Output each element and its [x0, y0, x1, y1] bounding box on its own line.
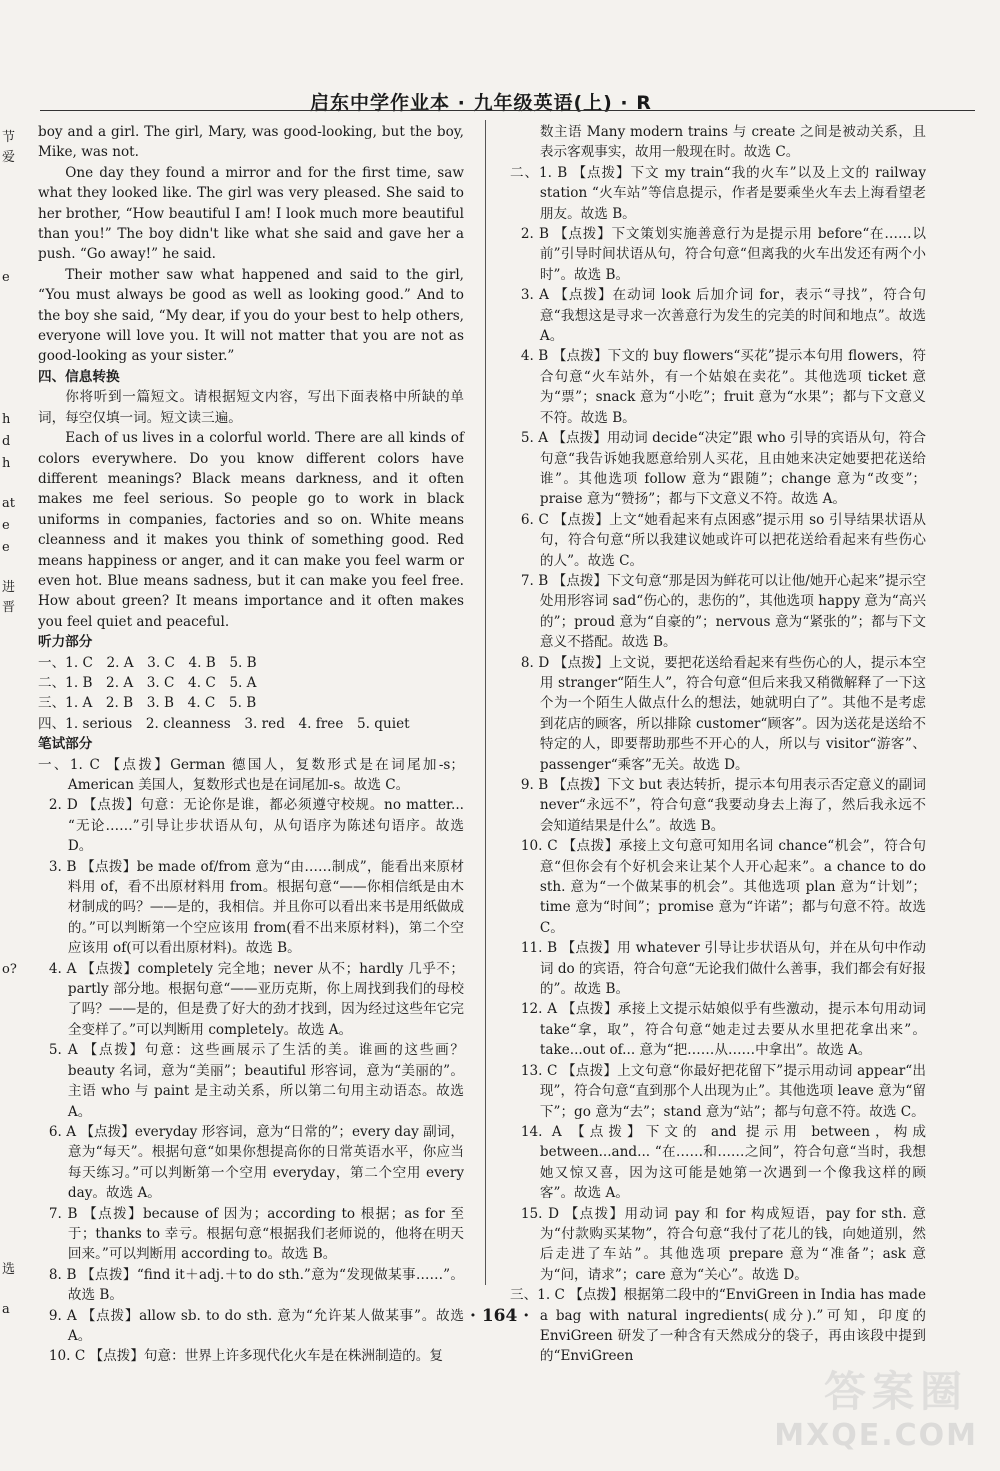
margin-char: 爱: [2, 150, 16, 165]
margin-char: h: [2, 412, 11, 427]
explanation-item: 8. B 【点拨】“find it＋adj.＋to do sth.”意为“发现做某事……”。故选 B。: [48, 1266, 464, 1304]
left-column: [38, 122, 464, 1367]
explanation-item: 二、1. B 【点拨】下文 my train“我的火车”以及上文的 railway station “火车站”等信息提示，作者是要乘坐火车去上海看望老朋友。故选 B。: [510, 164, 926, 222]
explanation-item: 13. C 【点拨】上文句意“你最好把花留下”提示用动词 appear“出现”，符合句意“直到那个人出现为止”。其他选项 leave 意为“留下”；go 意为“去”；stand 意为“站”；都与句意不符。故选 C。: [520, 1062, 926, 1120]
explanation-item: 一、1. C 【点拨】German 德国人，复数形式是在词尾加-s；American 美国人，复数形式也是在词尾加-s。故选 C。: [38, 756, 464, 793]
page-header: [0, 80, 1000, 114]
page-number: · 164 ·: [470, 1306, 530, 1326]
explanation-item: 3. B 【点拨】be made of/from 意为“由……制成”，能看出来原材料用 of，看不出原材料用 from。根据句意“——你相信纸是由木材制成的吗？——是的，我相信。并且你可以看出来书是用纸做成的。”可以判断第一个空应该用 from(看不出来原材料)，第二个空应该用 of(可以看出原材料)。故选 B。: [48, 858, 464, 957]
explanation-item: 4. B 【点拨】下文的 buy flowers“买花”提示本句用 flowers，符合句意“火车站外，有一个姑娘在卖花”。其他选项 ticket 意为“票”；snack 意为“小吃”；fruit 意为“水果”；都与下文意义不符。故选 B。: [520, 348, 926, 426]
watermark-logo: [774, 1363, 986, 1459]
watermark-text: 答案圈: [823, 1367, 968, 1416]
explanation-item: 3. A 【点拨】在动词 look 后加介词 for，表示“寻找”，符合句意“我想这是寻求一次善意行为发生的完美的时间和地点”。故选 A。: [520, 287, 926, 345]
margin-char: o?: [2, 962, 17, 977]
watermark-url: MXQE.COM: [774, 1418, 978, 1453]
explanation-item: 5. A 【点拨】用动词 decide“决定”跟 who 引导的宾语从句，符合句意“我告诉她我愿意给别人买花，且由她来决定她要把花送给谁”。其他选项 follow 意为“跟随”；change 意为“改变”；praise 意为“赞扬”；都与下文意义不符。故选 A。: [520, 430, 926, 508]
explanation-item: 12. A 【点拨】承接上文提示姑娘似乎有些激动，提示本句用动词 take“拿，取”，符合句意“她走过去要从水里把花拿出来”。take...out of... 意为“把……从……中拿出”。故选 A。: [520, 1001, 926, 1059]
explanation-item: 9. B 【点拨】下文 but 表达转折，提示本句用表示否定意义的副词 never“永远不”，符合句意“我要动身去上海了，然后我永远不会知道结果是什么”。故选 B。: [520, 777, 926, 834]
explanation-item: 14. A 【点拨】下文的 and 提示用 between，构成 between...and... “在……和……之间”，符合句意“当时，我想她又惊又喜，因为这可能是她第一次遇到一个像我这样的顾客”。故选 A。: [520, 1123, 926, 1202]
explanation-item: 9. A 【点拨】allow sb. to do sth. 意为“允许某人做某事”。故选 A。: [48, 1307, 464, 1344]
margin-char: 晋: [2, 600, 16, 615]
explanation-item: 15. D 【点拨】用动词 pay 和 for 构成短语，pay for sth. 意为“付款购买某物”，符合句意“我付了花儿的钱，向她道别，然后走进了车站”。其他选项 prepare 意为“准备”；ask 意为“问，请求”；care 意为“关心”。故选 D。: [520, 1205, 926, 1283]
margin-char: at: [2, 496, 15, 511]
right-column: [510, 122, 926, 1367]
explanation-item: 5. A 【点拨】句意：这些画展示了生活的美。谁画的这些画？beauty 名词，意为“美丽”；beautiful 形容词，意为“美丽的”。主语 who 与 paint 是主动关系，所以第二句用主动语态。故选 A。: [48, 1042, 464, 1120]
explanation-item: 10. C 【点拨】句意：世界上许多现代化火车是在株洲制造的。复: [48, 1348, 443, 1365]
column-divider: [485, 120, 486, 1285]
explanation-item: 7. B 【点拨】because of 因为；according to 根据；as for 至于；thanks to 幸亏。根据句意“根据我们老师说的，他将在明天回来。”可以判断用 according to。故选 B。: [48, 1205, 464, 1263]
passage-paragraph: One day they found a mirror and for the first time, saw what they looked like. The girl was very pleased. She said to her brother, “How beautiful I am! I look much more beautiful than you!” The boy didn't like what she said and gave her a push. “Go away!” he said.: [38, 164, 464, 263]
margin-char: d: [2, 434, 11, 449]
explanation-continuation: 数主语 Many modern trains 与 create 之间是被动关系，且表示客观事实，故用一般现在时。故选 C。: [539, 124, 926, 161]
margin-char: h: [2, 456, 11, 471]
margin-char: a: [2, 1302, 10, 1317]
explanation-item: 2. B 【点拨】下文策划实施善意行为是提示用 before“在……以前”引导时间状语从句，符合句意“但离我的火车出发还有两个小时”。故选 B。: [520, 226, 926, 283]
passage-paragraph: Their mother saw what happened and said to the girl, “You must always be good as well as looking good.” And to the boy she said, “My dear, if you do your best to help others, everyone will love you. It will not matter that you are not as good-looking as your sister.”: [38, 266, 464, 365]
margin-char: 进: [2, 580, 16, 595]
explanation-item: 8. D 【点拨】上文说，要把花送给看起来有些伤心的人，提示本空用 stranger“陌生人”，符合句意“但后来我又稍微解释了一下这个为一个陌生人做点什么的想法，她就明白了”。其他不是考虑到花店的顾客，所以排除 customer“顾客”。因为送花是送给不特定的人，即要帮助那些不开心的人，所以与 visitor“游客”、passenger“乘客”无关。故选 D。: [520, 654, 926, 773]
section-title: 听力部分: [38, 634, 93, 651]
margin-char: e: [2, 270, 10, 285]
explanation-item: 10. C 【点拨】承接上文句意可知用名词 chance“机会”，符合句意“但你会有个好机会来让某个人开心起来”。a chance to do sth. 意为“一个做某事的机会”。其他选项 plan 意为“计划”；time 意为“时间”；promise 意为“许诺”；都与句意不符。故选 C。: [520, 838, 926, 936]
explanation-item: 6. A 【点拨】everyday 形容词，意为“日常的”；every day 副词，意为“每天”。根据句意“如果你想提高你的日常英语水平，你应当每天练习。”可以判断第一个空用 everyday，第二个空用 every day。故选 A。: [48, 1123, 464, 1202]
answer-line: 三、1. A 2. B 3. B 4. C 5. B: [38, 695, 257, 712]
explanation-item: 2. D 【点拨】句意：无论你是谁，都必须遵守校规。no matter... “无论……”引导让步状语从句，从句语序为陈述句语序。故选 D。: [48, 797, 464, 855]
explanation-item: 6. C 【点拨】上文“她看起来有点困惑”提示用 so 引导结果状语从句，符合句意“所以我建议她或许可以把花送给看起来有些伤心的人”。故选 C。: [520, 511, 926, 569]
section-instructions: 你将听到一篇短文。请根据短文内容，写出下面表格中所缺的单词，每空仅填一词。短文读三遍。: [38, 389, 464, 426]
explanation-item: 三、1. C 【点拨】根据第二段中的“EnviGreen in India has made a bag with natural ingredients(成分).”可知，印度的 EnviGreen 研发了一种含有天然成分的袋子，再由该段中提到的“EnviGreen: [510, 1287, 926, 1365]
margin-char: 选: [2, 1262, 16, 1277]
section-title: 笔试部分: [38, 736, 93, 753]
answer-line: 二、1. B 2. A 3. C 4. C 5. A: [38, 674, 257, 691]
margin-char: 节: [2, 130, 16, 145]
section-title: 四、信息转换: [38, 368, 120, 385]
margin-char: e: [2, 518, 10, 533]
answer-line: 一、1. C 2. A 3. C 4. B 5. B: [38, 654, 257, 671]
header-rule: [40, 110, 975, 111]
answer-line: 四、1. serious 2. cleanness 3. red 4. free 5. quiet: [38, 715, 410, 732]
explanation-item: 4. A 【点拨】completely 完全地；never 从不；hardly 几乎不；partly 部分地。根据句意“——亚历克斯，你上周找到我们的母校了吗？——是的，但是费了好大的劲才找到，因为经过这些年它完全变样了。”可以判断用 completely。故选 A。: [48, 960, 464, 1038]
passage-paragraph: boy and a girl. The girl, Mary, was good-looking, but the boy, Mike, was not.: [38, 124, 464, 161]
explanation-item: 11. B 【点拨】用 whatever 引导让步状语从句，并在从句中作动词 do 的宾语，符合句意“无论我们做什么善事，我们都会有好报的”。故选 B。: [520, 940, 926, 998]
margin-char: e: [2, 540, 10, 555]
explanation-item: 7. B 【点拨】下文句意“那是因为鲜花可以让他/她开心起来”提示空处用形容词 sad“伤心的，悲伤的”，其他选项 happy 意为“高兴的”；proud 意为“自豪的”；nervous 意为“紧张的”；都与下文意义不搭配。故选 B。: [520, 572, 926, 651]
header-title: 启东中学作业本 · 九年级英语(上) · R: [310, 92, 652, 114]
passage-paragraph: Each of us lives in a colorful world. There are all kinds of colors everywhere. Do you know different colors have different meanings? Black means darkness, and it often makes me feel serious. So people go to work in black uniforms in companies, factories and so on. White means cleanness and it makes you think of something good. Red means happiness or anger, and it can make you feel warm or even hot. Blue means sadness, but it can make you feel free. How about green? It means importance and it often makes you feel quiet and peaceful.: [38, 430, 464, 630]
